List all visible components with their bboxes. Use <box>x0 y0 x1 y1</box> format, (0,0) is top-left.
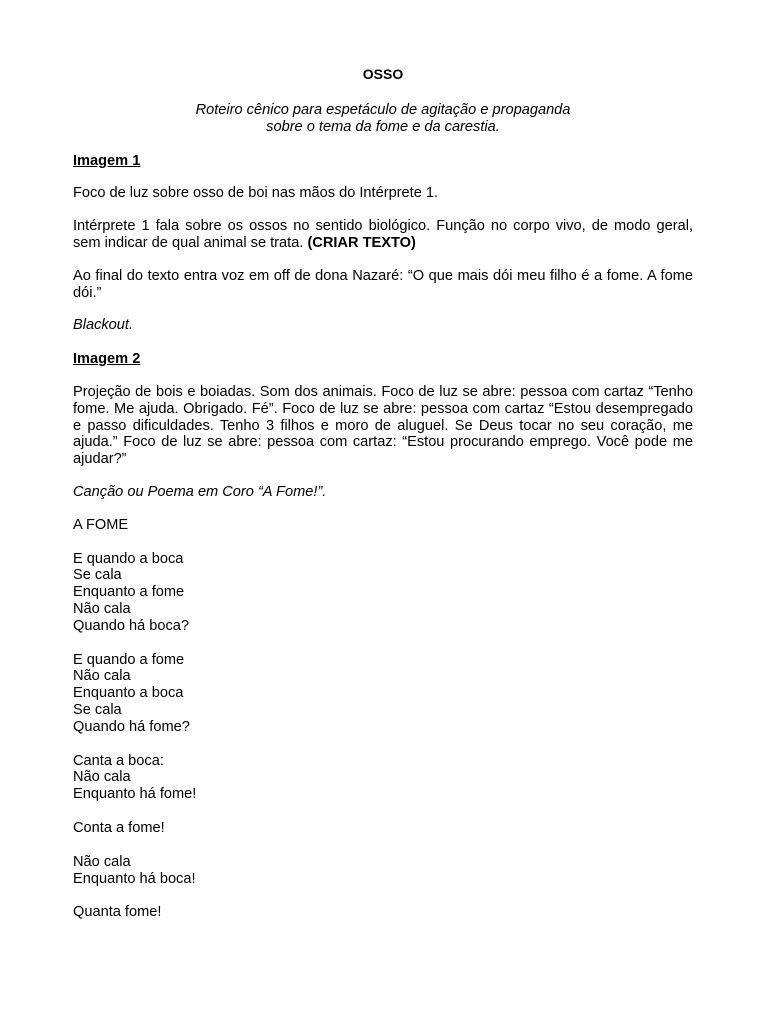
poem-line: Enquanto há boca! <box>73 870 196 887</box>
subtitle-line-1: Roteiro cênico para espetáculo de agitação e propaganda <box>195 102 571 118</box>
poem-stanza-2 <box>73 652 693 736</box>
section-heading-imagem-1: Imagem 1 <box>73 152 141 169</box>
subtitle-line-2: sobre o tema da fome e da carestia. <box>266 118 500 135</box>
poem-line: Se cala <box>73 701 122 718</box>
poem-line: Não cala <box>73 769 131 786</box>
imagem-1-paragraph-3: Ao final do texto entra voz em off de dona Nazaré: “O que mais dói meu filho é a fome. A fome dói.” <box>73 267 693 301</box>
poem-stanza-3 <box>73 753 693 803</box>
poem-stanza-6 <box>73 904 693 921</box>
document-page <box>73 66 693 921</box>
poem-title: A FOME <box>73 516 129 533</box>
poem-line: Não cala <box>73 668 131 685</box>
poem-line: Não cala <box>73 853 131 870</box>
poem-line: Enquanto a fome <box>73 584 185 601</box>
poem-stanza-1 <box>73 551 693 635</box>
imagem-1-paragraph-4: Blackout. <box>73 317 134 334</box>
poem-line: E quando a fome <box>73 651 185 668</box>
poem-stanza-5 <box>73 854 693 888</box>
poem-line: Quanta fome! <box>73 904 162 921</box>
poem-line: E quando a boca <box>73 550 184 567</box>
poem-stanza-4 <box>73 820 693 837</box>
imagem-2-paragraph-1: Projeção de bois e boiadas. Som dos animais. Foco de luz se abre: pessoa com cartaz “Tenho fome. Me ajuda. Obrigado. Fé”. Foco de luz se abre: pessoa com cartaz “Estou desempregado e passo dificuldades. Tenho 3 filhos e moro de aluguel. Se Deus tocar no seu coração, me ajuda.” Foco de luz se abre: pessoa com cartaz: “Estou procurando emprego. Você pode me ajudar?” <box>73 383 693 468</box>
poem-line: Canta a boca: <box>73 752 164 769</box>
imagem-2-paragraph-2: Canção ou Poema em Coro “A Fome!”. <box>73 483 327 500</box>
imagem-1-paragraph-2 <box>73 218 693 252</box>
imagem-1-paragraph-1: Foco de luz sobre osso de boi nas mãos do Intérprete 1. <box>73 185 439 202</box>
poem-line: Não cala <box>73 600 131 617</box>
paragraph-2-text: Intérprete 1 fala sobre os ossos no sentido biológico. Função no corpo vivo, de modo geral, sem indicar de qual animal se trata. <box>73 218 693 251</box>
document-subtitle <box>73 102 693 136</box>
criar-texto-note: (CRIAR TEXTO) <box>307 234 416 251</box>
poem-line: Enquanto há fome! <box>73 786 197 803</box>
poem-line: Enquanto a boca <box>73 685 184 702</box>
poem-line: Conta a fome! <box>73 819 165 836</box>
poem-line: Quando há fome? <box>73 718 190 735</box>
poem-line: Quando há boca? <box>73 617 190 634</box>
poem-line: Se cala <box>73 567 122 584</box>
section-heading-imagem-2: Imagem 2 <box>73 351 141 368</box>
document-title: OSSO <box>362 66 404 82</box>
